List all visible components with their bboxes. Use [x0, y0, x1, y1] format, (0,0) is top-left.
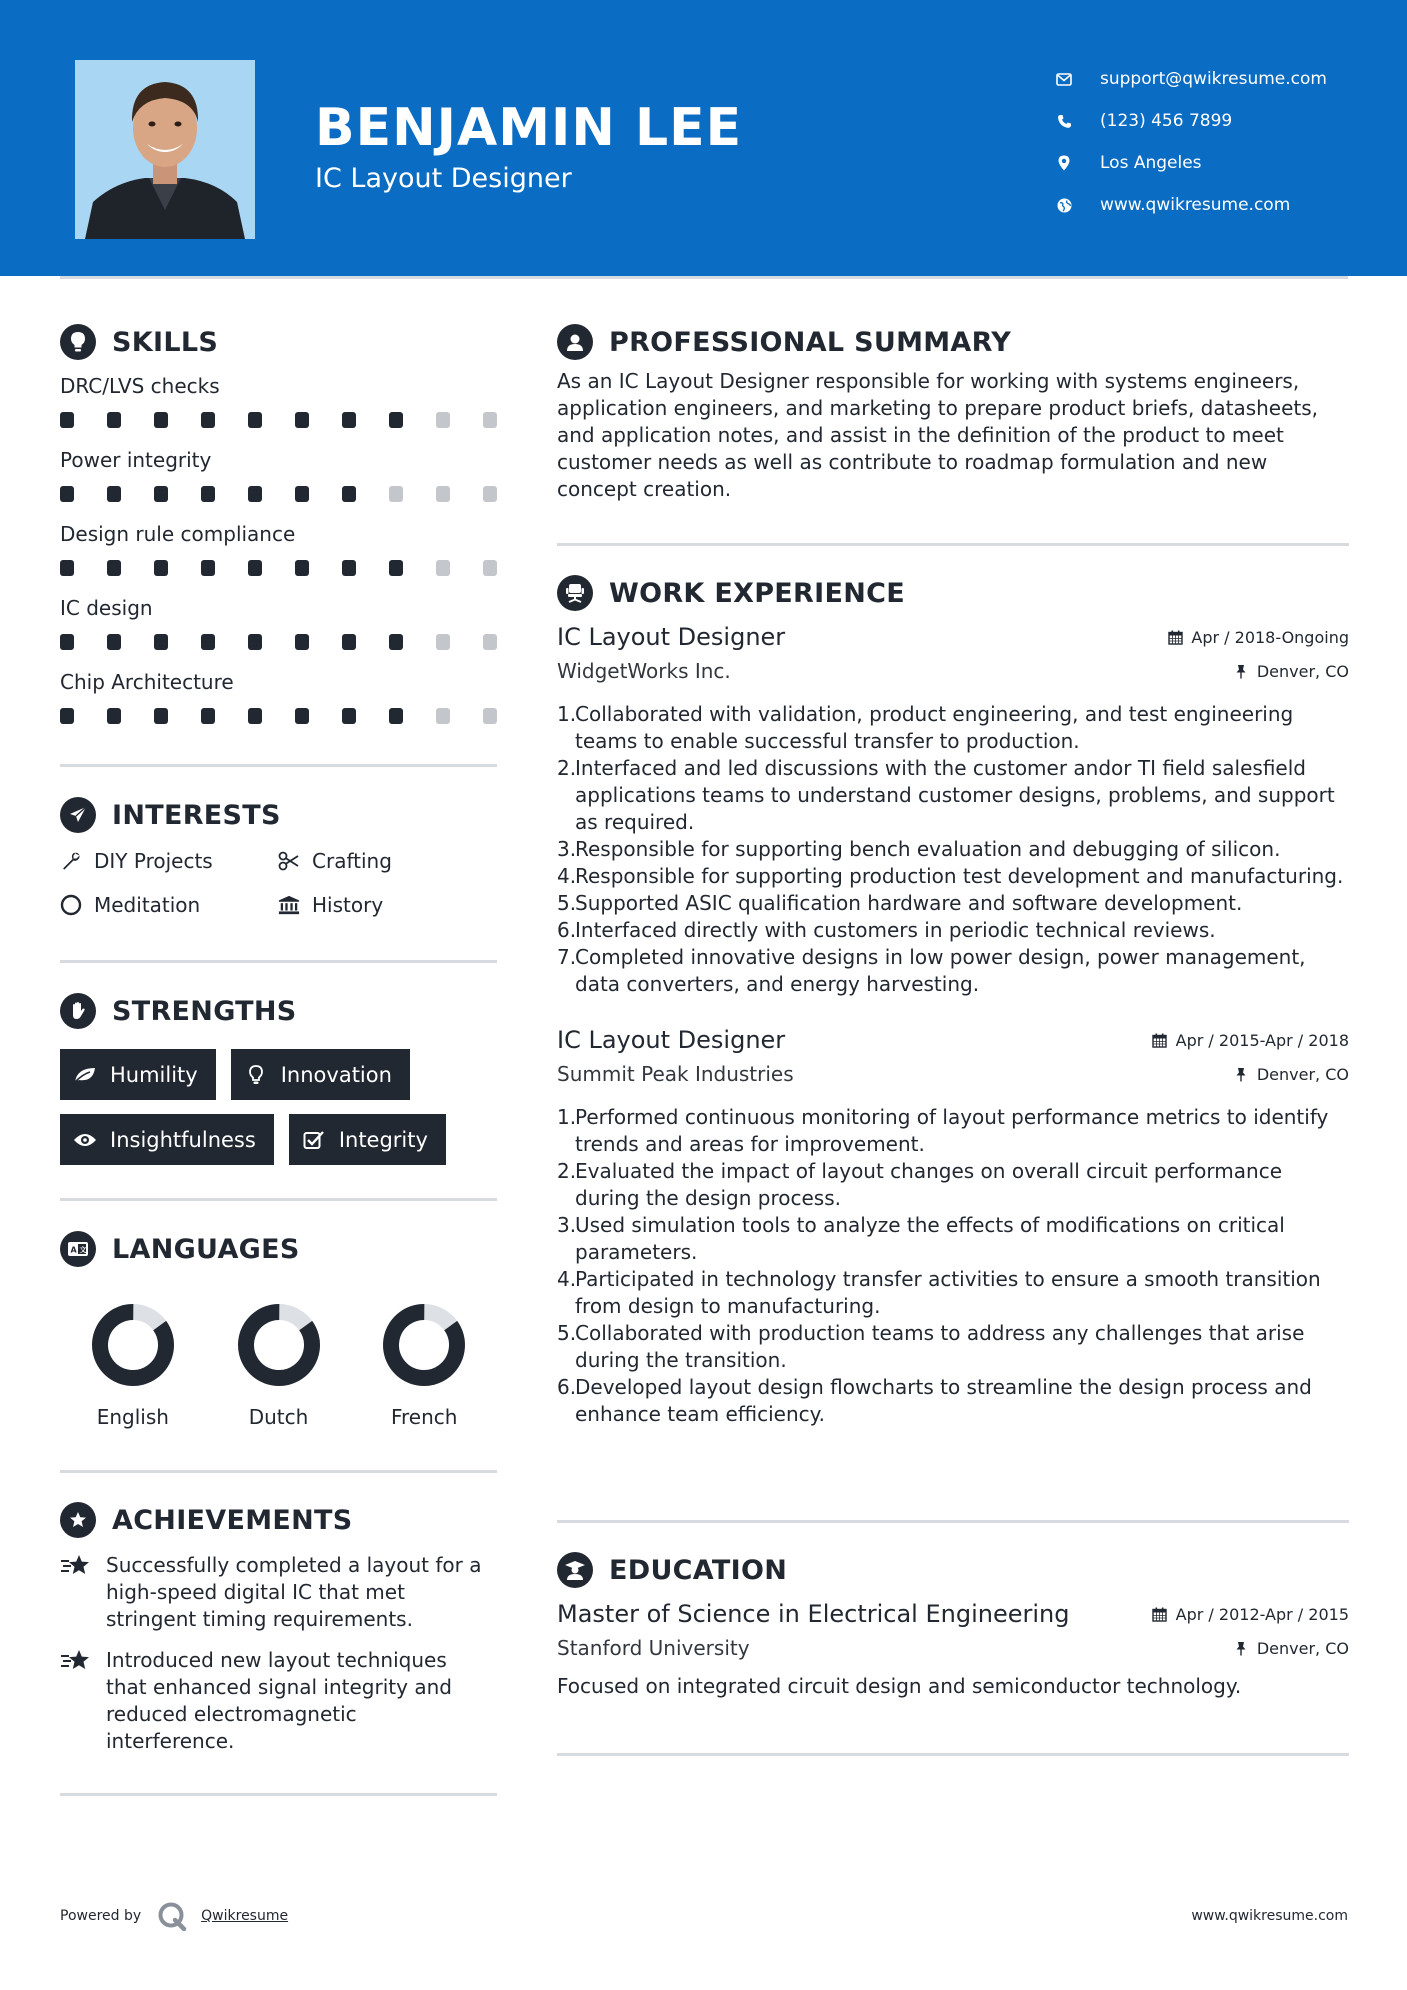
job-date-text: Apr / 2015-Apr / 2018 [1175, 1030, 1349, 1050]
rating-dot-filled [248, 560, 262, 576]
skill-name: IC design [60, 596, 153, 620]
summary-section [557, 324, 1349, 503]
skill-item [60, 522, 497, 596]
contact-website[interactable] [1055, 184, 1327, 226]
strengths-section [60, 993, 497, 1165]
footer-url[interactable]: www.qwikresume.com [1191, 1908, 1348, 1924]
skills-section [60, 324, 497, 744]
skills-heading [60, 324, 497, 360]
rating-dot-empty [483, 486, 497, 502]
rating-dot-filled [201, 412, 215, 428]
rating-dot-filled [154, 708, 168, 724]
rating-dot-filled [60, 634, 74, 650]
interest-label: DIY Projects [94, 849, 213, 873]
rating-dot-empty [436, 412, 450, 428]
qwikresume-link[interactable]: Qwikresume [201, 1908, 289, 1924]
strengths-heading [60, 993, 497, 1029]
skill-item [60, 448, 497, 522]
powered-by-text: Powered by [60, 1908, 142, 1924]
rating-dot-filled [60, 708, 74, 724]
interests-heading [60, 797, 497, 833]
achievement-text: Introduced new layout techniques that enhanced signal integrity and reduced electromagnetic interference. [106, 1648, 452, 1753]
job-bullet: 7. Completed innovative designs in low power design, power management, data converters, and energy harvesting. [557, 945, 1306, 996]
language-name: Dutch [248, 1405, 309, 1429]
rating-dot-filled [342, 634, 356, 650]
skill-name: Chip Architecture [60, 670, 234, 694]
job-bullet: 5. Collaborated with production teams to address any challenges that arise during the transition. [557, 1321, 1305, 1372]
rating-dot-empty [436, 708, 450, 724]
interest-item [60, 891, 278, 919]
summary-heading [557, 324, 1349, 360]
rating-dot-filled [107, 412, 121, 428]
contact-email[interactable] [1055, 58, 1327, 100]
interest-item [60, 847, 278, 875]
language-level-donut [91, 1303, 175, 1387]
envelope-icon [1055, 70, 1073, 88]
rating-dot-filled [154, 560, 168, 576]
company-name: WidgetWorks Inc. [557, 659, 731, 683]
section-divider [60, 1470, 497, 1473]
skill-name: DRC/LVS checks [60, 374, 220, 398]
rating-dot-filled [201, 560, 215, 576]
header-divider [60, 276, 1348, 279]
rating-dot-filled [107, 634, 121, 650]
qwikresume-logo-icon [157, 1901, 187, 1931]
company-name: Summit Peak Industries [557, 1062, 794, 1086]
rating-dot-filled [295, 634, 309, 650]
skill-rating [60, 404, 497, 448]
user-icon [557, 324, 593, 360]
job-bullet: 3. Used simulation tools to analyze the effects of modifications on critical parameters. [557, 1213, 1285, 1264]
rating-dot-filled [201, 486, 215, 502]
experience-heading-text: WORK EXPERIENCE [609, 577, 905, 609]
job-entry [557, 1026, 1349, 1428]
job-location [1233, 1065, 1349, 1084]
skills-heading-text: SKILLS [112, 326, 219, 358]
bank-icon [278, 894, 300, 916]
rating-dot-filled [248, 486, 262, 502]
phone-icon [1055, 112, 1073, 130]
svg-text:A: A [70, 1245, 77, 1255]
language-name: French [390, 1405, 458, 1429]
graduate-icon [557, 1552, 593, 1588]
rating-dot-filled [342, 412, 356, 428]
pushpin-icon [1233, 1066, 1249, 1082]
strength-label: Integrity [338, 1127, 428, 1152]
wrench-icon [60, 850, 82, 872]
interests-heading-text: INTERESTS [112, 799, 281, 831]
rating-dot-filled [389, 634, 403, 650]
skill-rating [60, 700, 497, 744]
job-location [1233, 662, 1349, 681]
rating-dot-filled [107, 560, 121, 576]
rating-dot-empty [436, 486, 450, 502]
skill-rating [60, 478, 497, 522]
svg-text:文: 文 [79, 1246, 87, 1254]
skill-name: Power integrity [60, 448, 212, 472]
circle-icon [60, 894, 82, 916]
job-bullet: 5. Supported ASIC qualification hardware and software development. [557, 891, 1243, 915]
rating-dot-filled [201, 634, 215, 650]
achievements-section [60, 1502, 497, 1755]
rating-dot-filled [389, 560, 403, 576]
achievement-item [60, 1552, 497, 1633]
education-date [1152, 1605, 1349, 1624]
contact-email-text: support@qwikresume.com [1100, 69, 1327, 89]
summary-heading-text: PROFESSIONAL SUMMARY [609, 326, 1012, 358]
summary-text: As an IC Layout Designer responsible for working with systems engineers, application engineers, and marketing to prepare product briefs, datasheets, and application notes, and assist in the definition of the product to meet customer needs as well as contribute to roadmap formulation and new concept creation. [557, 369, 1319, 501]
language-item [351, 1303, 497, 1429]
rating-dot-empty [389, 486, 403, 502]
strength-tag [60, 1114, 274, 1165]
job-location-text: Denver, CO [1256, 661, 1349, 681]
experience-heading [557, 575, 1349, 611]
job-entry [557, 623, 1349, 998]
achievements-list [60, 1552, 497, 1755]
rating-dot-empty [483, 708, 497, 724]
hand-icon [60, 993, 96, 1029]
map-pin-icon [1055, 154, 1073, 172]
rating-dot-filled [60, 560, 74, 576]
rating-dot-empty [436, 634, 450, 650]
rating-dot-empty [483, 634, 497, 650]
language-level-arc [237, 1303, 321, 1387]
language-level-donut [382, 1303, 466, 1387]
strength-label: Innovation [280, 1062, 392, 1087]
contact-website-text: www.qwikresume.com [1100, 195, 1291, 215]
education-section [557, 1552, 1349, 1698]
interests-section [60, 797, 497, 919]
footer [60, 1898, 1348, 1934]
rating-dot-empty [436, 560, 450, 576]
rating-dot-filled [154, 634, 168, 650]
job-bullets [557, 701, 1349, 998]
language-level-arc [382, 1303, 466, 1387]
achievements-heading [60, 1502, 497, 1538]
rating-dot-filled [107, 708, 121, 724]
education-location-text: Denver, CO [1256, 1638, 1349, 1658]
pushpin-icon [1233, 663, 1249, 679]
strengths-list [60, 1049, 497, 1165]
job-title: IC Layout Designer [557, 1026, 786, 1054]
strength-label: Humility [110, 1062, 198, 1087]
job-bullet: 4. Participated in technology transfer activities to ensure a smooth transition from design to manufacturing. [557, 1267, 1321, 1318]
rating-dot-filled [248, 634, 262, 650]
rating-dot-filled [60, 486, 74, 502]
job-bullet: 1. Collaborated with validation, product engineering, and test engineering teams to enable successful transfer to production. [557, 702, 1294, 753]
calendar-icon [1152, 1606, 1168, 1622]
job-title: IC Layout Designer [557, 623, 786, 651]
language-item [60, 1303, 206, 1429]
rating-dot-empty [483, 412, 497, 428]
skills-list [60, 374, 497, 744]
star-badge-icon [60, 1502, 96, 1538]
rating-dot-filled [248, 412, 262, 428]
star-icon [60, 1552, 92, 1578]
section-divider [60, 960, 497, 963]
rating-dot-filled [248, 708, 262, 724]
job-bullet: 2. Interfaced and led discussions with the customer andor TI field salesfield applications teams to understand customer designs, problems, and support as required. [557, 756, 1335, 834]
rating-dot-filled [60, 412, 74, 428]
degree-title: Master of Science in Electrical Engineering [557, 1600, 1070, 1628]
school-name: Stanford University [557, 1636, 750, 1660]
candidate-name: BENJAMIN LEE [315, 98, 743, 158]
education-heading-text: EDUCATION [609, 1554, 788, 1586]
interest-label: Meditation [94, 893, 201, 917]
education-date-text: Apr / 2012-Apr / 2015 [1175, 1604, 1349, 1624]
contact-location-text: Los Angeles [1100, 153, 1202, 173]
office-chair-icon [557, 575, 593, 611]
scissors-icon [278, 850, 300, 872]
achievement-item [60, 1647, 497, 1755]
languages-heading-text: LANGUAGES [112, 1233, 300, 1265]
paper-plane-icon [60, 797, 96, 833]
job-bullets [557, 1104, 1349, 1428]
eye-icon [72, 1129, 98, 1151]
rating-dot-empty [483, 560, 497, 576]
achievement-text: Successfully completed a layout for a high-speed digital IC that met stringent timing requirements. [106, 1553, 482, 1631]
job-bullet: 6. Interfaced directly with customers in periodic technical reviews. [557, 918, 1216, 942]
interest-item [278, 847, 496, 875]
section-divider [557, 543, 1349, 546]
skill-item [60, 670, 497, 744]
job-date [1152, 1031, 1349, 1050]
pushpin-icon [1233, 1640, 1249, 1656]
leaf-icon [72, 1064, 98, 1086]
rating-dot-filled [107, 486, 121, 502]
rating-dot-filled [295, 560, 309, 576]
language-level-donut [237, 1303, 321, 1387]
education-heading [557, 1552, 1349, 1588]
rating-dot-filled [154, 486, 168, 502]
job-bullet: 2. Evaluated the impact of layout changes on overall circuit performance during the design process. [557, 1159, 1283, 1210]
job-bullet: 4. Responsible for supporting production test development and manufacturing. [557, 864, 1344, 888]
language-level-arc [91, 1303, 175, 1387]
interests-list [60, 847, 497, 919]
education-description: Focused on integrated circuit design and semiconductor technology. [557, 1674, 1242, 1698]
section-divider [60, 764, 497, 767]
translate-icon [60, 1231, 96, 1267]
languages-section [60, 1231, 497, 1429]
contact-phone[interactable] [1055, 100, 1327, 142]
lightbulb-icon [60, 324, 96, 360]
calendar-icon [1152, 1032, 1168, 1048]
contact-list [1055, 58, 1327, 226]
languages-heading [60, 1231, 497, 1267]
strength-tag [289, 1114, 446, 1165]
candidate-title: IC Layout Designer [315, 163, 572, 194]
calendar-icon [1167, 629, 1183, 645]
job-bullet: 1. Performed continuous monitoring of layout performance metrics to identify trends and areas for improvement. [557, 1105, 1329, 1156]
skill-rating [60, 626, 497, 670]
interest-label: History [312, 893, 384, 917]
contact-phone-text: (123) 456 7899 [1100, 111, 1233, 131]
experience-section [557, 575, 1349, 1428]
job-bullet: 6. Developed layout design flowcharts to streamline the design process and enhance team efficiency. [557, 1375, 1312, 1426]
job-date-text: Apr / 2018-Ongoing [1191, 627, 1349, 647]
rating-dot-filled [342, 486, 356, 502]
strength-tag [60, 1049, 216, 1100]
section-divider [557, 1520, 1349, 1523]
language-name: English [96, 1405, 169, 1429]
interest-label: Crafting [312, 849, 392, 873]
interest-item [278, 891, 496, 919]
strength-label: Insightfulness [110, 1127, 256, 1152]
rating-dot-filled [389, 412, 403, 428]
contact-location [1055, 142, 1327, 184]
language-item [206, 1303, 352, 1429]
job-location-text: Denver, CO [1256, 1064, 1349, 1084]
skill-name: Design rule compliance [60, 522, 296, 546]
resume-header [0, 0, 1407, 276]
section-divider [60, 1793, 497, 1796]
rating-dot-filled [154, 412, 168, 428]
check-square-icon [301, 1129, 327, 1151]
skill-rating [60, 552, 497, 596]
education-location [1233, 1639, 1349, 1658]
job-date [1167, 628, 1349, 647]
lightbulb-icon [243, 1064, 269, 1086]
rating-dot-filled [201, 708, 215, 724]
achievements-heading-text: ACHIEVEMENTS [112, 1504, 353, 1536]
rating-dot-filled [389, 708, 403, 724]
rating-dot-filled [295, 708, 309, 724]
star-icon [60, 1647, 92, 1673]
skill-item [60, 596, 497, 670]
languages-list [60, 1303, 497, 1429]
rating-dot-filled [342, 560, 356, 576]
job-bullet: 3. Responsible for supporting bench evaluation and debugging of silicon. [557, 837, 1281, 861]
rating-dot-filled [295, 486, 309, 502]
section-divider [557, 1753, 1349, 1756]
strengths-heading-text: STRENGTHS [112, 995, 297, 1027]
skill-item [60, 374, 497, 448]
strength-tag [231, 1049, 410, 1100]
globe-icon [1055, 196, 1073, 214]
profile-photo [75, 60, 255, 239]
rating-dot-filled [342, 708, 356, 724]
rating-dot-filled [295, 412, 309, 428]
section-divider [60, 1198, 497, 1201]
